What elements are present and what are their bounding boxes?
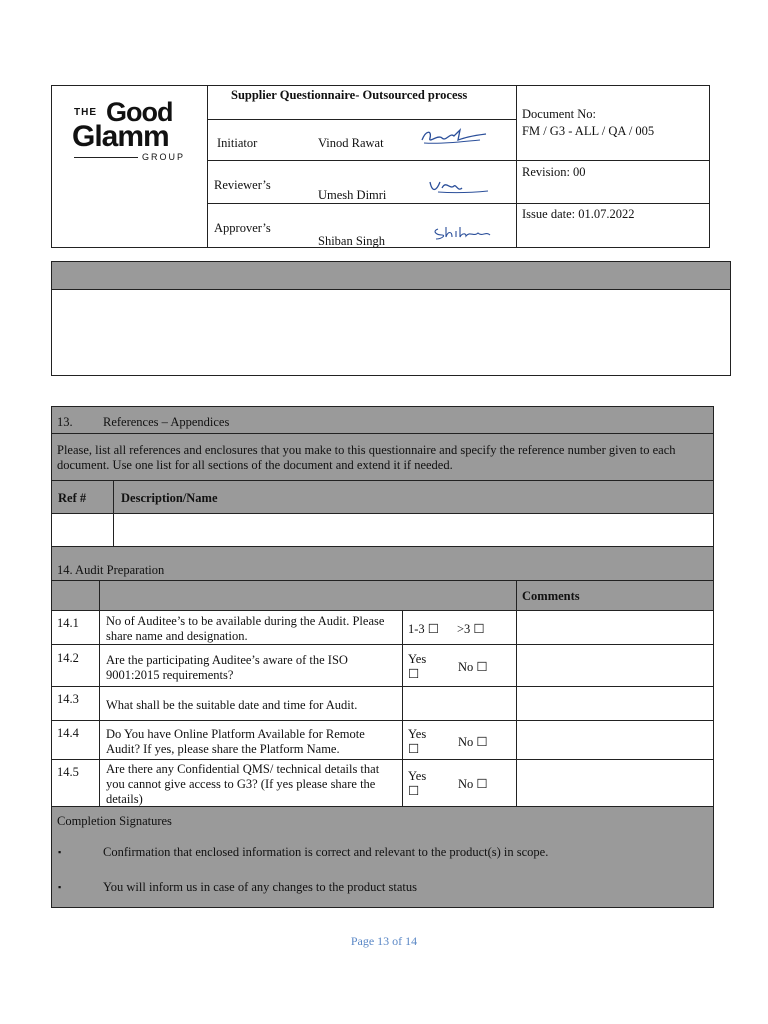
approver-label: Approver’s <box>214 221 271 235</box>
question-text: What shall be the suitable date and time for Audit. <box>106 698 358 712</box>
no-checkbox[interactable]: No ☐ <box>458 660 488 674</box>
page-number: Page 13 of 14 <box>350 934 418 948</box>
question-text: No of Auditee’s to be available during the Audit. Please share name and designation. <box>106 614 385 643</box>
yes-label: Yes <box>408 769 427 783</box>
yes-checkbox[interactable]: ☐ <box>408 667 420 681</box>
completion-title: Completion Signatures <box>57 814 172 828</box>
reviewer-name: Umesh Dimri <box>318 188 387 202</box>
section14-title: 14. Audit Preparation <box>57 563 165 577</box>
option-more-than-3-checkbox[interactable]: >3 ☐ <box>457 622 485 636</box>
approver-name: Shiban Singh <box>318 234 386 248</box>
comment-cell[interactable] <box>517 721 713 759</box>
section13-title: References – Appendices <box>103 415 230 429</box>
comment-cell[interactable] <box>517 611 713 644</box>
bullet-icon: ▪ <box>58 847 62 857</box>
section13-number: 13. <box>57 415 73 429</box>
approver-signature <box>432 223 494 243</box>
comment-cell[interactable] <box>517 645 713 686</box>
document-number: FM / G3 - ALL / QA / 005 <box>522 124 655 138</box>
revision: Revision: 00 <box>522 165 586 179</box>
no-checkbox[interactable]: No ☐ <box>458 777 488 791</box>
question-number: 14.5 <box>57 765 79 779</box>
bullet-icon: ▪ <box>58 882 62 892</box>
comment-cell[interactable] <box>517 760 713 806</box>
initiator-name: Vinod Rawat <box>318 136 384 150</box>
reviewer-label: Reviewer’s <box>214 178 271 192</box>
comment-cell[interactable] <box>517 687 713 720</box>
question-text: Are there any Confidential QMS/ technical details that you cannot give access to G3? (If yes please share the details) <box>106 762 380 806</box>
logo-group: GROUP <box>142 152 186 162</box>
initiator-label: Initiator <box>217 136 258 150</box>
option-1-3-checkbox[interactable]: 1-3 ☐ <box>408 622 439 636</box>
question-text: Do You have Online Platform Available for Remote Audit? If yes, please share the Platform Name. <box>106 727 365 756</box>
description-column-header: Description/Name <box>121 491 218 505</box>
section13-instructions: Please, list all references and enclosures that you make to this questionnaire and specify the reference number given to each document. Use one list for all sections of the document and extend it if needed. <box>57 443 676 472</box>
completion-bullet: You will inform us in case of any changes to the product status <box>103 880 417 894</box>
reviewer-signature <box>428 178 490 198</box>
question-number: 14.1 <box>57 616 79 630</box>
comments-column-header: Comments <box>522 589 580 603</box>
logo-glamm: Glamm <box>72 120 169 153</box>
question-number: 14.3 <box>57 692 79 706</box>
yes-label: Yes <box>408 652 427 666</box>
blank-section-box <box>51 261 731 376</box>
reference-entry-ref[interactable] <box>52 514 113 546</box>
initiator-signature <box>420 126 490 148</box>
yes-label: Yes <box>408 727 427 741</box>
question-number: 14.2 <box>57 651 79 665</box>
yes-checkbox[interactable]: ☐ <box>408 742 420 756</box>
document-title: Supplier Questionnaire- Outsourced process <box>231 88 468 102</box>
question-text: Are the participating Auditee’s aware of the ISO 9001:2015 requirements? <box>106 653 348 682</box>
document-number-label: Document No: <box>522 107 596 121</box>
company-logo <box>70 97 195 170</box>
issue-date: Issue date: 01.07.2022 <box>522 207 635 221</box>
yes-checkbox[interactable]: ☐ <box>408 784 420 798</box>
no-checkbox[interactable]: No ☐ <box>458 735 488 749</box>
question-number: 14.4 <box>57 726 79 740</box>
ref-column-header: Ref # <box>58 491 87 505</box>
logo-good: Good <box>106 97 173 127</box>
completion-bullet: Confirmation that enclosed information is correct and relevant to the product(s) in scope. <box>103 845 549 859</box>
logo-the: THE <box>74 107 97 118</box>
reference-entry-description[interactable] <box>114 514 713 546</box>
answer-cell[interactable] <box>403 687 516 720</box>
